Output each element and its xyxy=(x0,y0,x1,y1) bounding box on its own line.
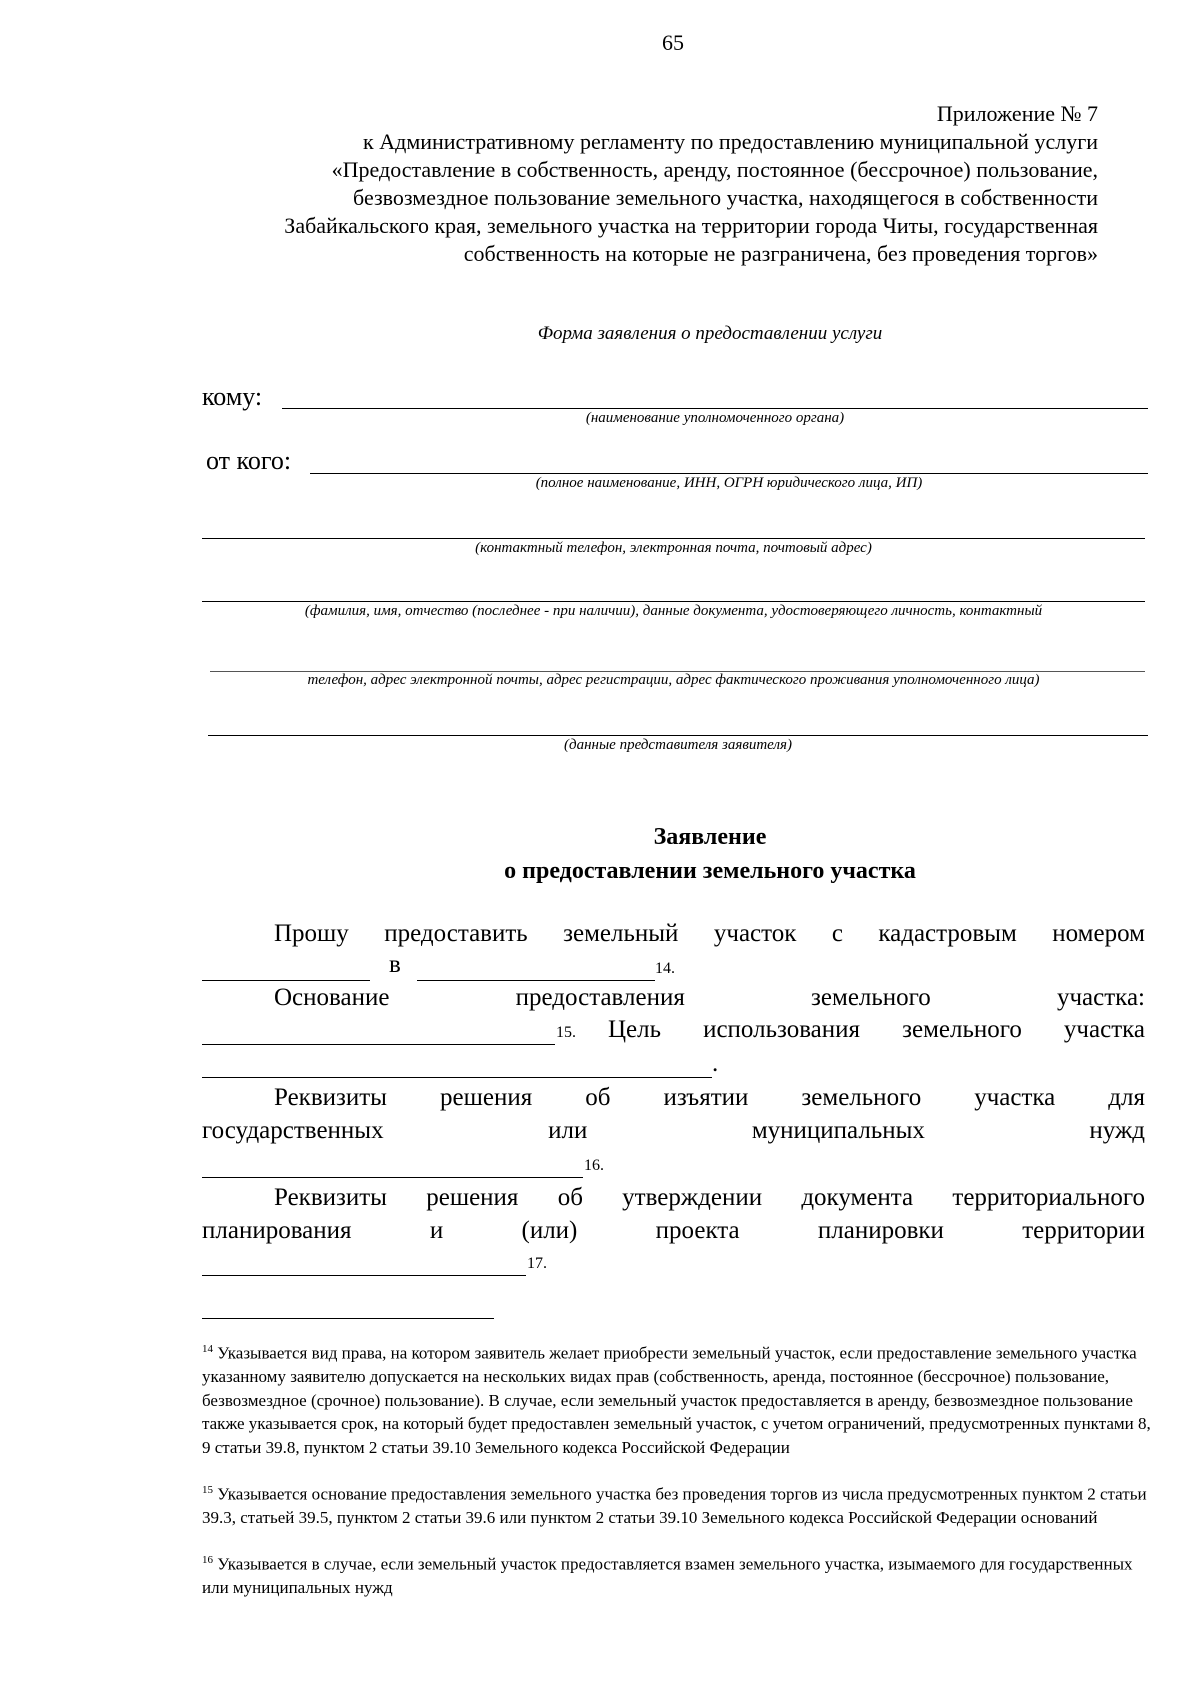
representative-field[interactable] xyxy=(208,735,1148,736)
page-number: 65 xyxy=(662,30,684,55)
basis-field[interactable] xyxy=(202,1044,555,1045)
period: . xyxy=(712,1050,719,1077)
word: решения xyxy=(440,1084,533,1111)
footnote-text: Указывается основание предоставления земельного участка без проведения торгов из числа предусмотренных пунктом 2 статьи 39.3, статьей 39.5, пунктом 2 статьи 39.6 или пунктом 2 статьи 39.10 Земельного кодекса Российской Федерации оснований xyxy=(202,1484,1147,1528)
basis-line xyxy=(274,984,1145,1012)
word: участка xyxy=(974,1084,1056,1111)
purpose-field[interactable] xyxy=(202,1077,712,1078)
word: и xyxy=(429,1217,444,1244)
word: территориального xyxy=(952,1184,1145,1211)
footnote-ref-15: 15. xyxy=(556,1024,576,1041)
from-label: от кого: xyxy=(206,446,292,475)
statement-subtitle: о предоставлении земельного участка xyxy=(504,858,916,884)
footnote-separator xyxy=(202,1318,494,1319)
person-field[interactable] xyxy=(202,601,1145,602)
header-line: Забайкальского края, земельного участка на территории города Читы, государственная xyxy=(284,213,1098,238)
form-title: Форма заявления о предоставлении услуги xyxy=(537,323,883,344)
word: для xyxy=(1108,1084,1145,1111)
word: планирования xyxy=(202,1217,352,1244)
contact-field[interactable] xyxy=(202,538,1145,539)
header-line: собственность на которые не разграничена, без проведения торгов» xyxy=(463,241,1098,266)
word: территории xyxy=(1022,1217,1145,1244)
withdrawal-line-continued xyxy=(202,1117,1145,1145)
header-line: к Административному регламенту по предоставлению муниципальной услуги xyxy=(363,129,1098,154)
word: земельного xyxy=(801,1084,922,1111)
word: муниципальных xyxy=(751,1117,925,1144)
word: номером xyxy=(1052,920,1145,947)
word: или xyxy=(548,1117,588,1144)
word: участка: xyxy=(1056,984,1145,1011)
word: (или) xyxy=(521,1217,578,1244)
word: участка xyxy=(1063,1016,1145,1043)
withdrawal-line xyxy=(274,1084,1145,1112)
footnote-15 xyxy=(202,1479,1152,1530)
footnote-14 xyxy=(202,1338,1152,1459)
footnote-16 xyxy=(202,1549,1152,1600)
word: об xyxy=(557,1184,583,1211)
planning-line xyxy=(274,1184,1145,1212)
footnote-text: Указывается в случае, если земельный участок предоставляется взамен земельного участка, изымаемого для государственных или муниципальных нужд xyxy=(202,1554,1133,1598)
planning-line-continued xyxy=(202,1217,1145,1245)
appendix-header xyxy=(198,100,1098,268)
word: кадастровым xyxy=(878,920,1017,947)
word: планировки xyxy=(817,1217,944,1244)
header-line: Приложение № 7 xyxy=(936,101,1098,126)
footnote-number: 15 xyxy=(202,1484,213,1496)
statement-title: Заявление xyxy=(653,824,767,850)
word: Реквизиты xyxy=(274,1084,387,1111)
planning-field[interactable] xyxy=(202,1275,526,1276)
word: земельного xyxy=(811,984,931,1011)
word: об xyxy=(585,1084,611,1111)
withdrawal-field[interactable] xyxy=(202,1177,583,1178)
word: земельного xyxy=(902,1016,1022,1043)
word: использования xyxy=(703,1016,861,1043)
word: проекта xyxy=(655,1217,740,1244)
right-type-field[interactable] xyxy=(417,980,655,981)
word: Прошу xyxy=(274,920,349,947)
cadastral-number-field[interactable] xyxy=(202,980,370,981)
footnote-number: 14 xyxy=(202,1343,213,1355)
footnote-ref-16: 16. xyxy=(584,1157,604,1174)
word: решения xyxy=(426,1184,519,1211)
word: Реквизиты xyxy=(274,1184,387,1211)
word: Цель xyxy=(608,1016,662,1043)
word: с xyxy=(831,920,843,947)
request-line xyxy=(274,920,1145,948)
from-field[interactable] xyxy=(310,473,1148,474)
from-caption: (полное наименование, ИНН, ОГРН юридического лица, ИП) xyxy=(535,475,923,491)
to-field[interactable] xyxy=(282,408,1148,409)
footnote-ref-17: 17. xyxy=(527,1255,547,1272)
word: земельный xyxy=(563,920,679,947)
in-word: в xyxy=(389,951,401,978)
to-caption: (наименование уполномоченного органа) xyxy=(585,410,845,426)
footnote-ref-14: 14. xyxy=(655,960,675,977)
word: предоставить xyxy=(384,920,528,947)
word: нужд xyxy=(1089,1117,1145,1144)
header-line: «Предоставление в собственность, аренду, постоянное (бессрочное) пользование, xyxy=(331,157,1098,182)
footnote-number: 16 xyxy=(202,1554,213,1566)
representative-caption: (данные представителя заявителя) xyxy=(564,737,792,753)
person-caption: (фамилия, имя, отчество (последнее - при наличии), данные документа, удостоверяющего личность, контактный xyxy=(304,603,1043,619)
word: утверждении xyxy=(622,1184,763,1211)
word: изъятии xyxy=(663,1084,749,1111)
word: предоставления xyxy=(515,984,685,1011)
word: участок xyxy=(713,920,797,947)
contact-caption: (контактный телефон, электронная почта, почтовый адрес) xyxy=(475,540,872,556)
footnote-text: Указывается вид права, на котором заявитель желает приобрести земельный участок, если предоставление земельного участка указанному заявителю допускается на нескольких видах прав (собственность, аренда, постоянное (бессрочное) пользование, безвозмездное (срочное) пользование). В случае, если земельный участок предоставляется в аренду, безвозмездное пользование также указывается срок, на который будет предоставлен земельный участок, с учетом ограничений, предусмотренных пунктами 8, 9 статьи 39.8, пунктом 2 статьи 39.10 Земельного кодекса Российской Федерации xyxy=(202,1343,1151,1457)
person-caption-continued: телефон, адрес электронной почты, адрес регистрации, адрес фактического проживания уполномоченного лица) xyxy=(307,672,1040,688)
word: Основание xyxy=(274,984,390,1011)
word: государственных xyxy=(202,1117,384,1144)
word: документа xyxy=(801,1184,914,1211)
to-label: кому: xyxy=(202,382,263,411)
purpose-line xyxy=(608,1016,1145,1044)
header-line: безвозмездное пользование земельного участка, находящегося в собственности xyxy=(353,185,1098,210)
